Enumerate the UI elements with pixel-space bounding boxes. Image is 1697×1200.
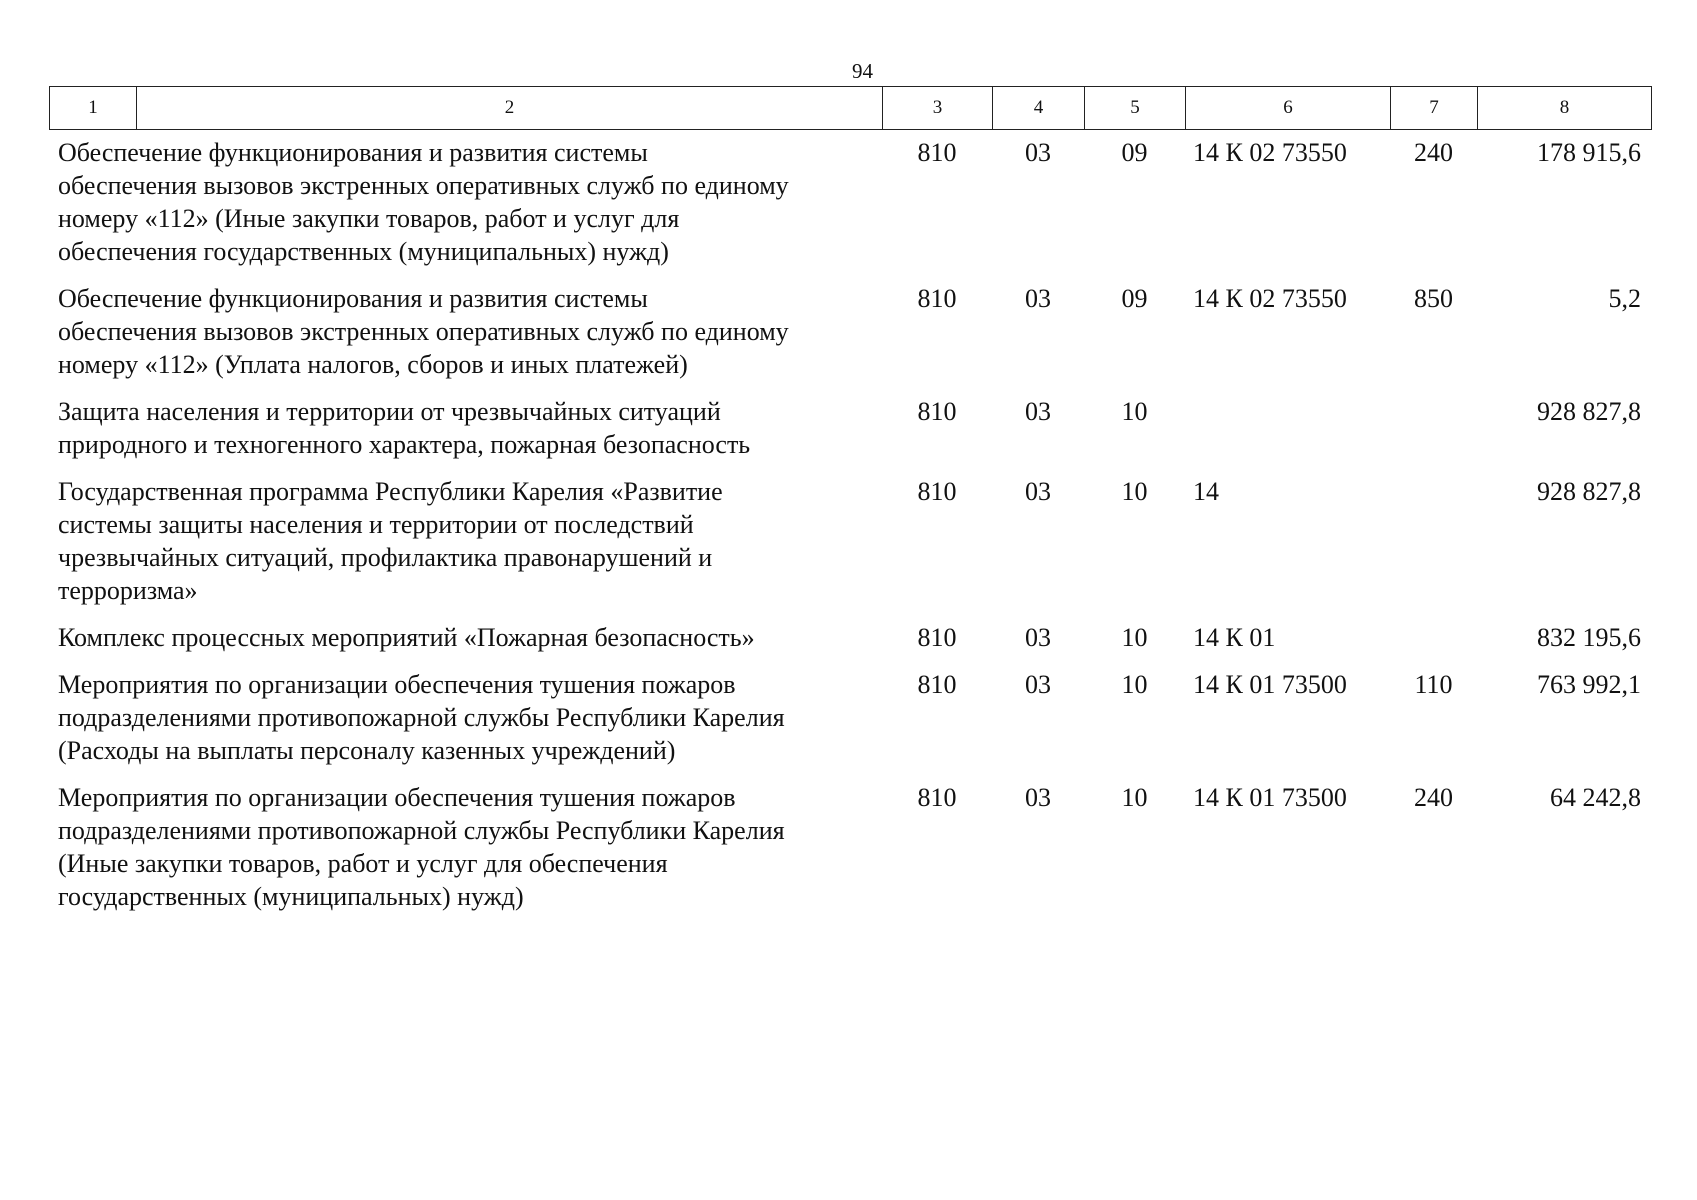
header-col-2: 2: [137, 87, 883, 130]
row-target-article: 14 К 01: [1193, 623, 1276, 652]
row-subsection: 10: [1121, 623, 1148, 652]
row-section: 03: [1025, 670, 1051, 699]
row-expense-type: [1390, 395, 1477, 461]
row-name: Государственная программа Республики Карелия «Развитие системы защиты населения и территории от последствий чрезвычайных ситуаций, профилактика правонарушений и терроризма»: [58, 477, 723, 605]
row-target-article: 14 К 01 73500: [1193, 783, 1347, 812]
row-section: 03: [1025, 623, 1051, 652]
row-expense-type: [1390, 621, 1477, 654]
row-amount: 763 992,1: [1537, 670, 1641, 699]
row-subsection: 10: [1121, 670, 1148, 699]
row-subsection: 10: [1121, 397, 1148, 426]
row-section: 03: [1025, 284, 1051, 313]
row-name: Мероприятия по организации обеспечения тушения пожаров подразделениями противопожарной службы Республики Карелия (Иные закупки товаров, работ и услуг для обеспечения государственных (муниципальных) нужд): [58, 783, 785, 911]
row-amount: 64 242,8: [1550, 783, 1641, 812]
row-amount: 928 827,8: [1537, 397, 1641, 426]
row-amount: 928 827,8: [1537, 477, 1641, 506]
row-name: Защита населения и территории от чрезвычайных ситуаций природного и техногенного характера, пожарная безопасность: [58, 397, 751, 459]
header-row: [50, 87, 1652, 130]
table-row: [49, 395, 1651, 461]
row-amount: 5,2: [1608, 284, 1641, 313]
row-expense-type: 110: [1414, 670, 1453, 699]
row-target-article: [1185, 395, 1390, 461]
header-col-7: 7: [1391, 87, 1478, 130]
row-section: 03: [1025, 783, 1051, 812]
row-expense-type: 850: [1414, 284, 1453, 313]
page-number: 94: [852, 59, 873, 83]
row-subsection: 09: [1121, 138, 1148, 167]
table-row: [49, 668, 1651, 767]
row-ministry-code: 810: [917, 783, 957, 812]
row-ministry-code: 810: [917, 138, 957, 167]
row-ministry-code: 810: [917, 670, 957, 699]
row-name: Обеспечение функционирования и развития системы обеспечения вызовов экстренных оперативных служб по единому номеру «112» (Иные закупки товаров, работ и услуг для обеспечения государственных (муниципальных) нужд): [58, 138, 789, 266]
row-expense-type: 240: [1414, 783, 1453, 812]
row-target-article: 14 К 02 73550: [1193, 284, 1347, 313]
row-target-article: 14: [1193, 477, 1219, 506]
header-col-4: 4: [993, 87, 1085, 130]
row-subsection: 10: [1121, 783, 1148, 812]
table-row: [49, 621, 1651, 654]
row-expense-type: [1390, 475, 1477, 607]
row-target-article: 14 К 01 73500: [1193, 670, 1347, 699]
header-col-3: 3: [883, 87, 993, 130]
row-ministry-code: 810: [917, 477, 957, 506]
row-section: 03: [1025, 477, 1051, 506]
row-expense-type: 240: [1414, 138, 1453, 167]
row-amount: 832 195,6: [1537, 623, 1641, 652]
row-subsection: 10: [1121, 477, 1148, 506]
table-row: [49, 781, 1651, 913]
header-col-6: 6: [1186, 87, 1391, 130]
header-col-5: 5: [1085, 87, 1186, 130]
column-number-header: [49, 86, 1652, 130]
header-col-1: 1: [50, 87, 137, 130]
table-row: [49, 475, 1651, 607]
row-ministry-code: 810: [917, 284, 957, 313]
row-amount: 178 915,6: [1537, 138, 1641, 167]
row-ministry-code: 810: [917, 397, 957, 426]
budget-rows: [49, 136, 1651, 927]
row-section: 03: [1025, 138, 1051, 167]
table-row: [49, 136, 1651, 268]
row-target-article: 14 К 02 73550: [1193, 138, 1347, 167]
row-name: Комплекс процессных мероприятий «Пожарная безопасность»: [58, 623, 755, 652]
row-name: Мероприятия по организации обеспечения тушения пожаров подразделениями противопожарной службы Республики Карелия (Расходы на выплаты персоналу казенных учреждений): [58, 670, 785, 765]
table-row: [49, 282, 1651, 381]
row-ministry-code: 810: [917, 623, 957, 652]
row-subsection: 09: [1121, 284, 1148, 313]
header-col-8: 8: [1478, 87, 1652, 130]
row-section: 03: [1025, 397, 1051, 426]
row-name: Обеспечение функционирования и развития системы обеспечения вызовов экстренных оперативных служб по единому номеру «112» (Уплата налогов, сборов и иных платежей): [58, 284, 789, 379]
